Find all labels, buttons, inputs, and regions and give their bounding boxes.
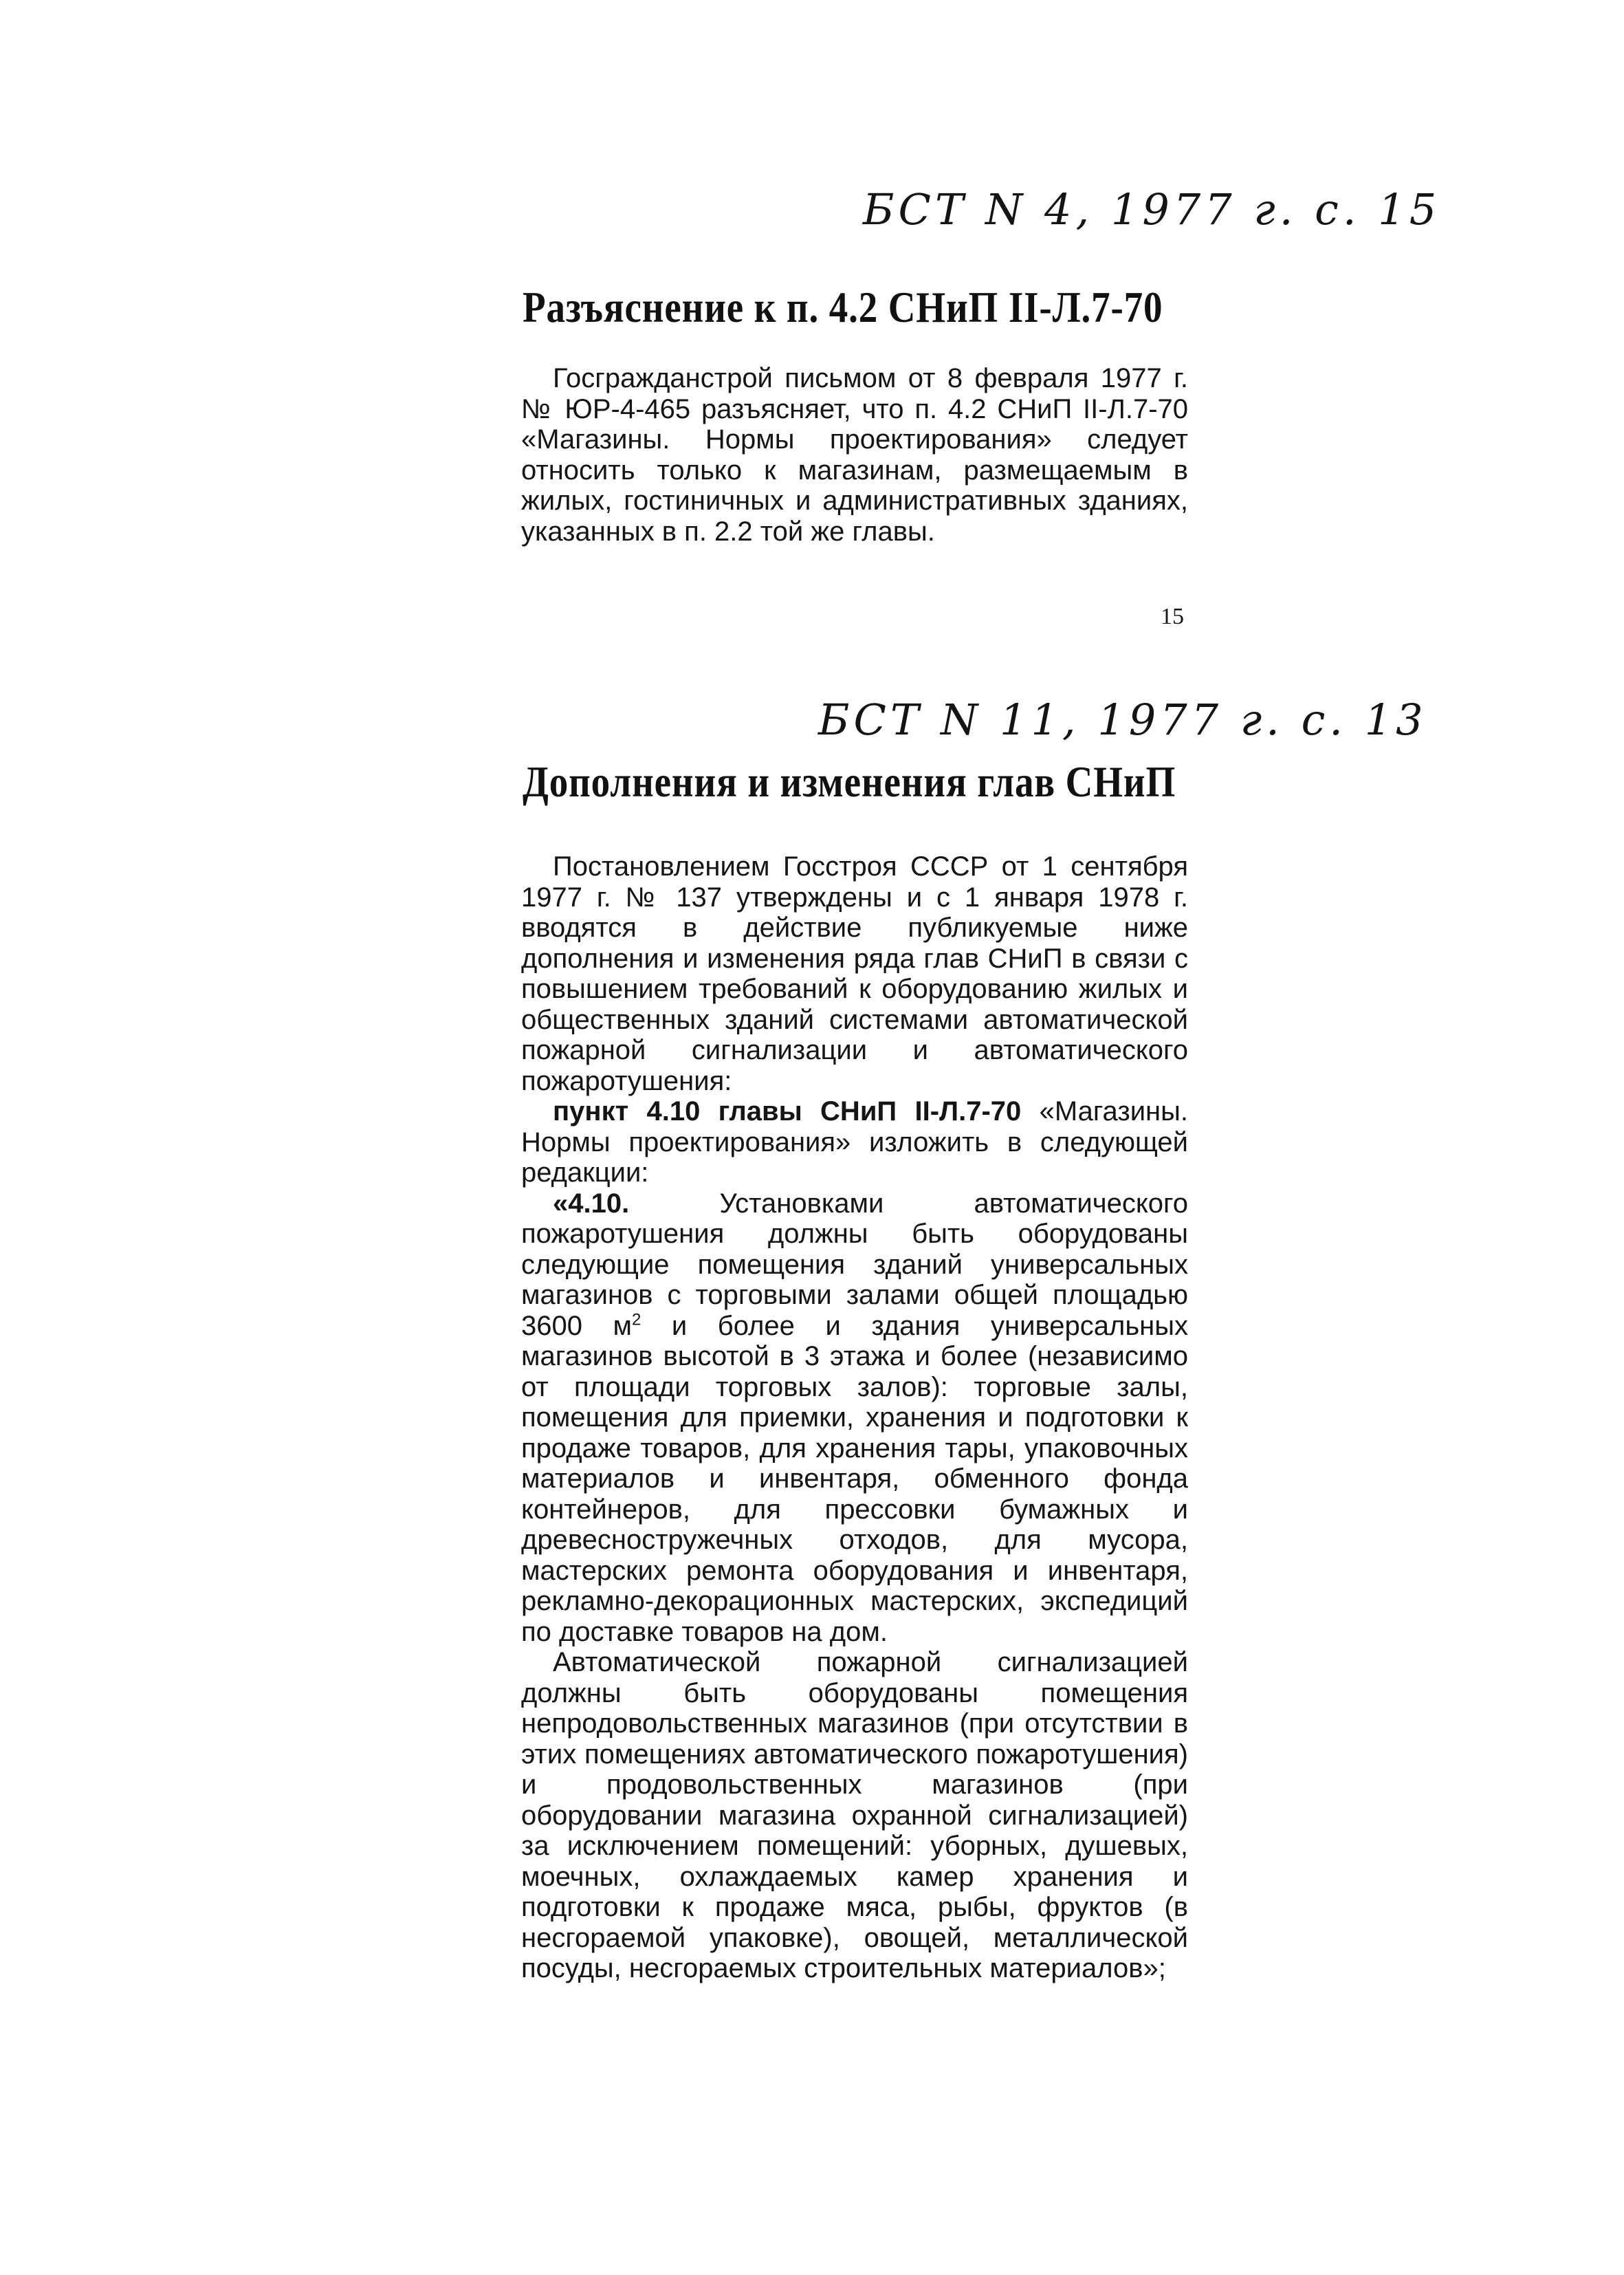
section-body (521, 363, 1188, 547)
superscript: 2 (632, 1310, 641, 1329)
clause-text: Установками автоматического пожаротушения должны быть оборудованы следующие помещения зданий универсальных магазинов с торговыми залами общей площадью 3600 м (521, 1188, 1188, 1341)
clause-reference-text: «Магазины. Нормы проектирования» изложить в следующей редакции: (521, 1096, 1188, 1188)
section-title: Разъяснение к п. 4.2 СНиП II-Л.7-70 (523, 283, 1163, 331)
section-title: Дополнения и изменения глав СНиП (523, 757, 1176, 806)
section-body (521, 851, 1188, 1984)
clause-reference: пункт 4.10 главы СНиП II-Л.7-70 (553, 1096, 1022, 1126)
clause-reference-paragraph (521, 1096, 1188, 1188)
body-paragraph: Автоматической пожарной сигнализацией должны быть оборудованы помещения непродовольственных магазинов (при отсутствии в этих помещениях автоматического пожаротушения) и продовольственных магазинов (при оборудовании магазина охранной сигнализацией) за исключением помещений: уборных, душевых, моечных, охлаждаемых камер хранения и подготовки к продаже мяса, рыбы, фруктов (в несгораемой упаковке), овощей, металлической посуды, несгораемых строительных материалов»; (521, 1647, 1188, 1983)
clause-number: «4.10. (553, 1188, 630, 1219)
handwritten-reference-note: БСТ N 4, 1977 г. с. 15 (863, 184, 1441, 235)
clause-paragraph (521, 1188, 1188, 1648)
body-paragraph: Постановлением Госстроя СССР от 1 сентября 1977 г. № 137 утверждены и с 1 января 1978 г. вводятся в действие публикуемые ниже дополнения и изменения ряда глав СНиП в связи с повышением требований к оборудованию жилых и общественных зданий системами автоматической пожарной сигнализации и автоматического пожаротушения: (521, 851, 1188, 1096)
handwritten-reference-note: БСТ N 11, 1977 г. с. 13 (818, 695, 1427, 745)
body-paragraph: Госгражданстрой письмом от 8 февраля 1977 г. № ЮР-4-465 разъясняет, что п. 4.2 СНиП II-Л.7-70 «Магазины. Нормы проектирования» следует относить только к магазинам, размещаемым в жилых, гостиничных и административных зданиях, указанных в п. 2.2 той же главы. (521, 363, 1188, 547)
page-number: 15 (1161, 604, 1184, 629)
clause-text: и более и здания универсальных магазинов высотой в 3 этажа и более (независимо от площади торговых залов): торговые залы, помещения для приемки, хранения и подготовки к продаже товаров, для хранения тары, упаковочных материалов и инвентаря, обменного фонда контейнеров, для прессовки бумажных и древесностружечных отходов, для мусора, мастерских ремонта оборудования и инвентаря, рекламно-декорационных мастерских, экспедиций по доставке товаров на дом. (521, 1310, 1188, 1647)
